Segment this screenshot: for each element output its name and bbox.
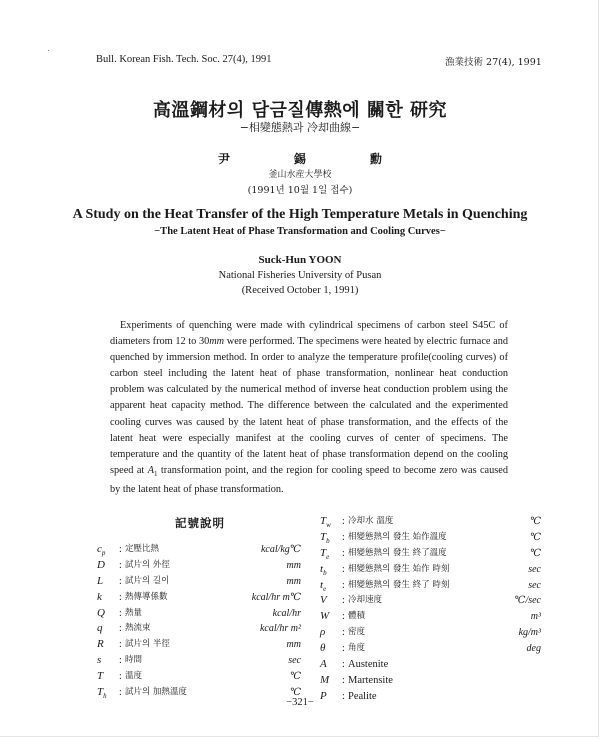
nomenclature-left-column [97, 542, 301, 701]
separator: : [342, 659, 345, 671]
korean-author [0, 150, 600, 167]
symbol-unit: mm [286, 639, 301, 651]
symbol-unit: mm [286, 559, 301, 571]
symbol: $t_b$ [320, 562, 327, 577]
nomenclature-row [97, 669, 301, 685]
symbol-description: 角度 [348, 643, 366, 654]
symbol-description: 定壓比熱 [125, 544, 160, 554]
symbol-description: 密度 [348, 627, 366, 638]
symbol-unit: deg [526, 643, 541, 655]
english-title: A Study on the Heat Transfer of the High Temperature Metals in Quenching [72, 207, 528, 222]
separator: : [342, 563, 345, 575]
nomenclature-row [97, 621, 301, 637]
abstract-text: were performed. The specimens were heated by electric furnace and quenched by immersion method. In order to analyze the temperature profile(cooling curves) of carbon steel including the latent heat of phase transformation, nonlinear heat conduction problem was calculated by the numerical method of inverse heat conduction problem using the apparent heat capacity method. The difference between the calculated and the experimented cooling curves was caused by the latent heat of phase transformation, and the effects of the latent heat were especially manifest at the cooling curves of center of specimens. The temperature and the quantity of the latent heat of phase transformation depend on the cooling speed at [110, 336, 508, 476]
symbol-unit: ℃/sec [514, 595, 541, 607]
separator: : [342, 611, 345, 623]
symbol-description: 相變態熱의 發生 始作 時刻 [348, 563, 450, 574]
scan-speck [48, 50, 49, 51]
abstract-symbol: A [147, 464, 154, 476]
symbol: W [320, 610, 330, 623]
separator: : [342, 595, 345, 607]
nomenclature-right-column [320, 514, 541, 705]
nomenclature-row [320, 657, 541, 673]
separator: : [342, 547, 345, 559]
nomenclature-row [97, 542, 301, 558]
abstract-text: transformation point, and the region for cooling speed to become zero was caused by the latent heat of phase transformation. [110, 464, 509, 495]
symbol-description: 熱傳導係數 [125, 591, 168, 602]
symbol-unit: ℃ [529, 531, 541, 543]
separator: : [342, 516, 345, 527]
symbol-description: Pealite [348, 690, 377, 702]
journal-header-english: Bull. Korean Fish. Tech. Soc. 27(4), 1991 [96, 54, 272, 65]
abstract-subscript: 1 [154, 469, 158, 478]
symbol: $T_h$ [97, 686, 107, 701]
symbol-description: 試片의 半徑 [125, 639, 170, 650]
symbol-description: 相變態熱의 發生 終了 時刻 [348, 579, 450, 590]
korean-affiliation: 釜山水産大學校 [268, 170, 332, 180]
symbol: s [97, 654, 102, 667]
korean-title: 高溫鋼材의 담금질傳熱에 關한 研究 [152, 100, 448, 121]
separator: : [119, 655, 122, 667]
korean-subtitle: −相變態熱과 冷却曲線− [239, 121, 361, 134]
symbol: θ [320, 642, 326, 655]
symbol-unit: m³ [530, 611, 541, 623]
separator: : [119, 591, 122, 603]
nomenclature-row [320, 546, 541, 562]
symbol: R [97, 638, 104, 651]
symbol-description: 熱流束 [125, 623, 151, 634]
symbol-description: Martensite [348, 674, 393, 686]
symbol-unit: ℃ [289, 671, 301, 683]
symbol-description: Austenite [348, 659, 389, 671]
abstract-unit: mm [209, 336, 225, 348]
symbol-unit: ℃ [289, 687, 301, 699]
symbol-description: 時間 [125, 655, 143, 666]
nomenclature-row [320, 609, 541, 625]
symbol: T [97, 670, 104, 683]
symbol-description: 相變態熱의 發生 始作溫度 [348, 531, 447, 542]
symbol-unit: sec [528, 563, 541, 575]
symbol: $T_b$ [320, 530, 330, 546]
symbol-unit: sec [528, 579, 541, 591]
separator: : [119, 623, 122, 635]
symbol: $t_e$ [320, 578, 327, 593]
nomenclature-row [320, 593, 541, 609]
separator: : [342, 674, 345, 686]
nomenclature-row [97, 637, 301, 653]
author-char: 勳 [369, 152, 382, 166]
nomenclature-row [97, 590, 301, 606]
symbol-unit: ℃ [529, 547, 541, 559]
nomenclature-row [320, 514, 541, 530]
author-char: 錫 [293, 152, 306, 166]
symbol-unit: ℃ [529, 516, 541, 527]
nomenclature-row [97, 606, 301, 622]
symbol-description: 冷却水 溫度 [348, 516, 394, 526]
symbol-description: 冷却速度 [348, 595, 383, 606]
symbol: $T_e$ [320, 546, 330, 561]
nomenclature-row [320, 625, 541, 641]
symbol-unit: kcal/hr m² [259, 623, 301, 635]
symbol-unit: kcal/kg℃ [260, 544, 301, 555]
symbol: Q [97, 606, 105, 619]
symbol-description: 熱量 [125, 607, 143, 618]
separator: : [119, 559, 122, 571]
abstract [110, 318, 508, 498]
symbol-description: 溫度 [125, 671, 143, 682]
separator: : [119, 544, 122, 555]
nomenclature-row [320, 641, 541, 657]
separator: : [119, 607, 122, 619]
symbol: V [320, 594, 327, 607]
nomenclature-heading: 記號說明 [175, 516, 225, 530]
nomenclature-row [97, 653, 301, 669]
nomenclature-row [97, 558, 301, 574]
symbol-description: 體積 [348, 611, 366, 622]
separator: : [119, 639, 122, 651]
symbol-description: 試片의 外徑 [125, 559, 170, 570]
symbol-unit: kg/m³ [518, 627, 541, 639]
symbol: ρ [320, 626, 326, 639]
symbol: $c_p$ [97, 543, 106, 558]
symbol-unit: kcal/hr m℃ [251, 591, 301, 603]
author-char: 尹 [217, 152, 230, 166]
separator: : [342, 531, 345, 543]
separator: : [119, 671, 122, 683]
english-received-date: (Received October 1, 1991) [241, 285, 359, 296]
symbol: q [97, 622, 103, 635]
separator: : [119, 687, 122, 699]
nomenclature-row [320, 562, 541, 578]
english-subtitle: −The Latent Heat of Phase Transformation and Cooling Curves− [154, 226, 446, 237]
page-number: −321− [286, 697, 314, 708]
nomenclature-row [320, 530, 541, 546]
separator: : [342, 627, 345, 639]
symbol: P [320, 689, 327, 702]
symbol-unit: sec [288, 655, 301, 667]
english-author: Suck-Hun YOON [258, 254, 342, 266]
symbol: $T_w$ [320, 515, 331, 530]
symbol-description: 相變態熱의 發生 終了溫度 [348, 547, 447, 558]
separator: : [119, 575, 122, 587]
symbol-description: 試片의 길이 [125, 575, 170, 586]
symbol-description: 試片의 加熱溫度 [125, 687, 187, 698]
nomenclature-row [320, 673, 541, 689]
separator: : [342, 690, 345, 702]
nomenclature-row [320, 578, 541, 594]
separator: : [342, 643, 345, 655]
separator: : [342, 579, 345, 591]
symbol-unit: mm [286, 575, 301, 587]
symbol: D [97, 558, 105, 571]
korean-received-date: (1991년 10월 1일 접수) [247, 185, 353, 196]
symbol: k [97, 590, 102, 603]
nomenclature-row [97, 574, 301, 590]
abstract-text: Experiments of quenching were made with cylindrical specimens of carbon steel S45C of diameters from 12 to 30 [110, 320, 508, 348]
symbol: A [320, 658, 327, 671]
symbol-unit: kcal/hr [272, 607, 301, 619]
symbol: M [320, 673, 330, 686]
english-affiliation: National Fisheries University of Pusan [218, 270, 382, 281]
journal-header-korean: 漁業技術 27(4), 1991 [445, 57, 542, 68]
symbol: L [97, 574, 104, 587]
